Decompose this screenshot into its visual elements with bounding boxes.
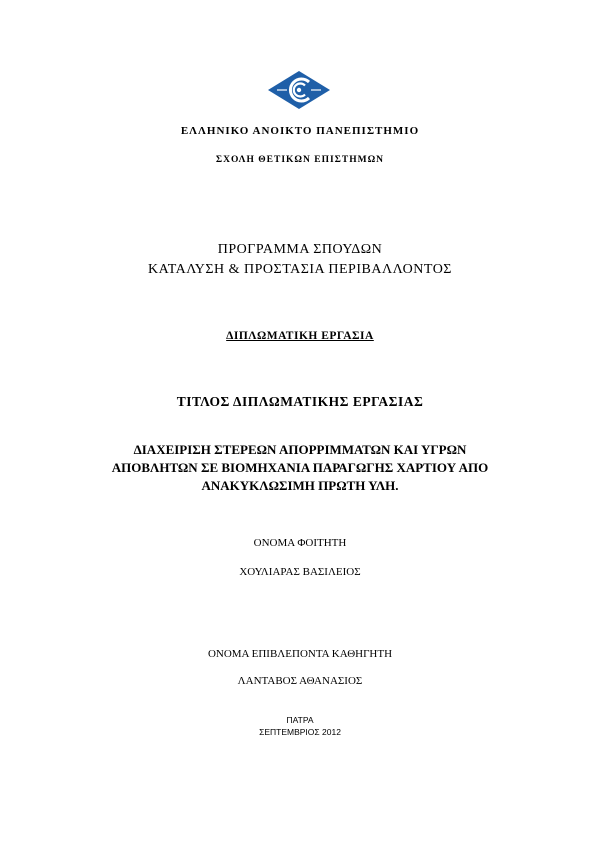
thesis-title-line-2: ΑΠΟΒΛΗΤΩΝ ΣΕ ΒΙΟΜΗΧΑΝΙΑ ΠΑΡΑΓΩΓΗΣ ΧΑΡΤΙΟΥ ΑΠΟ	[111, 460, 489, 475]
thesis-title-line-1: ΔΙΑΧΕΙΡΙΣΗ ΣΤΕΡΕΩΝ ΑΠΟΡΡΙΜΜΑΤΩΝ ΚΑΙ ΥΓΡΩΝ	[133, 442, 467, 457]
date: ΣΕΠΤΕΜΒΡΙΟΣ 2012	[259, 727, 341, 737]
place: ΠΑΤΡΑ	[286, 715, 314, 725]
thesis-title-line-3: ΑΝΑΚΥΚΛΩΣΙΜΗ ΠΡΩΤΗ ΥΛΗ.	[201, 478, 399, 493]
university-logo-icon	[267, 70, 331, 110]
student-label: ΟΝΟΜΑ ΦΟΙΤΗΤΗ	[253, 537, 347, 549]
title-heading: ΤΙΤΛΟΣ ΔΙΠΛΩΜΑΤΙΚΗΣ ΕΡΓΑΣΙΑΣ	[176, 394, 424, 409]
university-name: ΕΛΛΗΝΙΚΟ ΑΝΟΙΚΤΟ ΠΑΝΕΠΙΣΤΗΜΙΟ	[180, 125, 420, 137]
school-name: ΣΧΟΛΗ ΘΕΤΙΚΩΝ ΕΠΙΣΤΗΜΩΝ	[215, 155, 385, 165]
document-type: ΔΙΠΛΩΜΑΤΙΚΗ ΕΡΓΑΣΙΑ	[226, 330, 374, 342]
supervisor-label: ΟΝΟΜΑ ΕΠΙΒΛΕΠΟΝΤΑ ΚΑΘΗΓΗΤΗ	[207, 648, 393, 660]
program-line-2: ΚΑΤΑΛΥΣΗ & ΠΡΟΣΤΑΣΙΑ ΠΕΡΙΒΑΛΛΟΝΤΟΣ	[148, 262, 452, 277]
supervisor-name: ΛΑΝΤΑΒΟΣ ΑΘΑΝΑΣΙΟΣ	[237, 675, 363, 687]
student-name: ΧΟΥΛΙΑΡΑΣ ΒΑΣΙΛΕΙΟΣ	[239, 566, 361, 578]
program-line-1: ΠΡΟΓΡΑΜΜΑ ΣΠΟΥΔΩΝ	[217, 242, 383, 257]
